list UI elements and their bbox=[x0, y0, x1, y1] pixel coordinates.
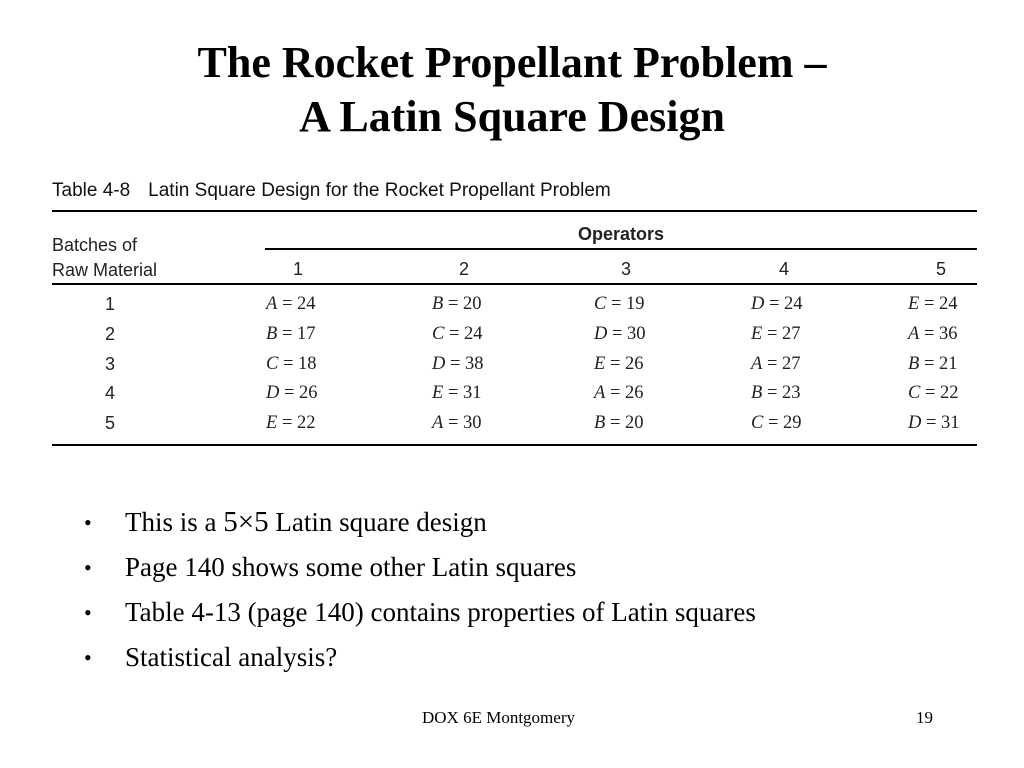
table-caption bbox=[52, 180, 611, 202]
table-cell bbox=[594, 354, 674, 375]
treatment-letter: E bbox=[751, 324, 763, 344]
treatment-letter: E bbox=[908, 294, 920, 314]
treatment-letter: B bbox=[266, 324, 278, 344]
treatment-letter: D bbox=[266, 383, 280, 403]
table-cell bbox=[266, 294, 346, 315]
table-caption-text: Latin Square Design for the Rocket Propellant Problem bbox=[148, 180, 611, 201]
cell-value: = 22 bbox=[924, 383, 959, 403]
cell-value: = 31 bbox=[926, 413, 960, 433]
slide-title-line-1: The Rocket Propellant Problem – bbox=[197, 38, 827, 87]
cell-value: = 36 bbox=[923, 324, 958, 344]
bullet-item bbox=[84, 590, 756, 635]
treatment-letter: D bbox=[594, 324, 608, 344]
cell-value: = 23 bbox=[766, 383, 801, 403]
table-cell bbox=[908, 354, 988, 375]
column-group-header: Operators bbox=[578, 224, 665, 244]
table-cell bbox=[594, 324, 674, 345]
column-header-1: 1 bbox=[292, 259, 303, 279]
treatment-letter: A bbox=[751, 354, 763, 374]
treatment-letter: E bbox=[432, 383, 444, 403]
treatment-letter: A bbox=[266, 294, 278, 314]
page-number: 19 bbox=[916, 708, 933, 727]
cell-value: = 19 bbox=[610, 294, 645, 314]
cell-value: = 17 bbox=[281, 324, 316, 344]
table-cell bbox=[751, 413, 831, 434]
bullet-dot-icon: • bbox=[84, 555, 92, 580]
bullet-2-text: Page 140 shows some other Latin squares bbox=[125, 552, 577, 582]
row-label: 5 bbox=[104, 413, 115, 433]
treatment-letter: E bbox=[266, 413, 278, 433]
row-label: 3 bbox=[104, 354, 115, 374]
table-cell bbox=[432, 413, 512, 434]
row-header-line-1: Batches of bbox=[52, 235, 138, 255]
treatment-letter: C bbox=[908, 383, 921, 403]
cell-value: = 24 bbox=[923, 294, 958, 314]
bullet-1-math: 5×5 bbox=[223, 506, 269, 538]
table-cell bbox=[751, 294, 831, 315]
table-cell bbox=[751, 354, 831, 375]
table-cell bbox=[594, 413, 674, 434]
table-cell bbox=[432, 324, 512, 345]
cell-value: = 20 bbox=[447, 294, 482, 314]
treatment-letter: B bbox=[594, 413, 606, 433]
cell-value: = 27 bbox=[766, 354, 801, 374]
row-header bbox=[52, 233, 157, 283]
treatment-letter: D bbox=[432, 354, 446, 374]
treatment-letter: D bbox=[908, 413, 922, 433]
bullet-item bbox=[84, 635, 756, 680]
cell-value: = 29 bbox=[767, 413, 802, 433]
table-top-rule bbox=[52, 210, 977, 212]
cell-value: = 30 bbox=[447, 413, 482, 433]
table-cell bbox=[908, 383, 988, 404]
bullet-dot-icon: • bbox=[84, 600, 92, 625]
table-header-rule bbox=[52, 283, 977, 285]
row-label: 2 bbox=[104, 324, 115, 344]
cell-value: = 26 bbox=[284, 383, 318, 403]
bullet-dot-icon: • bbox=[84, 510, 92, 535]
table-cell bbox=[432, 354, 512, 375]
table-cell bbox=[751, 383, 831, 404]
treatment-letter: C bbox=[594, 294, 607, 314]
bullet-1-suffix: Latin square design bbox=[275, 507, 487, 537]
column-header-5: 5 bbox=[935, 259, 946, 279]
treatment-letter: E bbox=[594, 354, 606, 374]
treatment-letter: A bbox=[594, 383, 606, 403]
table-cell bbox=[266, 413, 346, 434]
table-cell bbox=[908, 324, 988, 345]
footer-text: DOX 6E Montgomery bbox=[422, 708, 575, 727]
table-number: Table 4-8 bbox=[52, 180, 131, 201]
table-cell bbox=[266, 324, 346, 345]
cell-value: = 26 bbox=[609, 383, 644, 403]
table-cell bbox=[751, 324, 831, 345]
column-header-4: 4 bbox=[778, 259, 789, 279]
bullet-item bbox=[84, 500, 756, 545]
cell-value: = 31 bbox=[447, 383, 482, 403]
treatment-letter: C bbox=[751, 413, 764, 433]
table-bottom-rule bbox=[52, 444, 977, 446]
table-cell bbox=[594, 294, 674, 315]
table-cell bbox=[432, 383, 512, 404]
treatment-letter: B bbox=[751, 383, 763, 403]
cell-value: = 30 bbox=[612, 324, 646, 344]
bullet-list bbox=[84, 500, 756, 680]
cell-value: = 20 bbox=[609, 413, 644, 433]
row-header-line-2: Raw Material bbox=[52, 260, 158, 280]
operators-header-rule bbox=[265, 248, 977, 250]
cell-value: = 22 bbox=[281, 413, 316, 433]
cell-value: = 38 bbox=[450, 354, 484, 374]
treatment-letter: C bbox=[432, 324, 445, 344]
cell-value: = 24 bbox=[769, 294, 803, 314]
row-label: 1 bbox=[104, 294, 115, 314]
treatment-letter: A bbox=[432, 413, 444, 433]
cell-value: = 24 bbox=[281, 294, 316, 314]
column-header-3: 3 bbox=[620, 259, 631, 279]
row-label: 4 bbox=[104, 383, 115, 403]
bullet-item bbox=[84, 545, 756, 590]
treatment-letter: A bbox=[908, 324, 920, 344]
bullet-dot-icon: • bbox=[84, 645, 92, 670]
treatment-letter: C bbox=[266, 354, 279, 374]
column-header-2: 2 bbox=[458, 259, 469, 279]
cell-value: = 21 bbox=[923, 354, 958, 374]
treatment-letter: D bbox=[751, 294, 765, 314]
bullet-4-text: Statistical analysis? bbox=[125, 642, 338, 672]
table-cell bbox=[266, 383, 346, 404]
slide-title bbox=[0, 36, 1024, 144]
table-cell bbox=[266, 354, 346, 375]
cell-value: = 24 bbox=[448, 324, 483, 344]
bullet-3-text: Table 4-13 (page 140) contains properties of Latin squares bbox=[125, 597, 756, 627]
table-cell bbox=[432, 294, 512, 315]
treatment-letter: B bbox=[908, 354, 920, 374]
table-cell bbox=[594, 383, 674, 404]
cell-value: = 26 bbox=[609, 354, 644, 374]
table-cell bbox=[908, 413, 988, 434]
slide-title-line-2: A Latin Square Design bbox=[299, 92, 725, 141]
table-cell bbox=[908, 294, 988, 315]
treatment-letter: B bbox=[432, 294, 444, 314]
cell-value: = 27 bbox=[766, 324, 801, 344]
cell-value: = 18 bbox=[282, 354, 317, 374]
bullet-1-prefix: This is a bbox=[125, 507, 217, 537]
